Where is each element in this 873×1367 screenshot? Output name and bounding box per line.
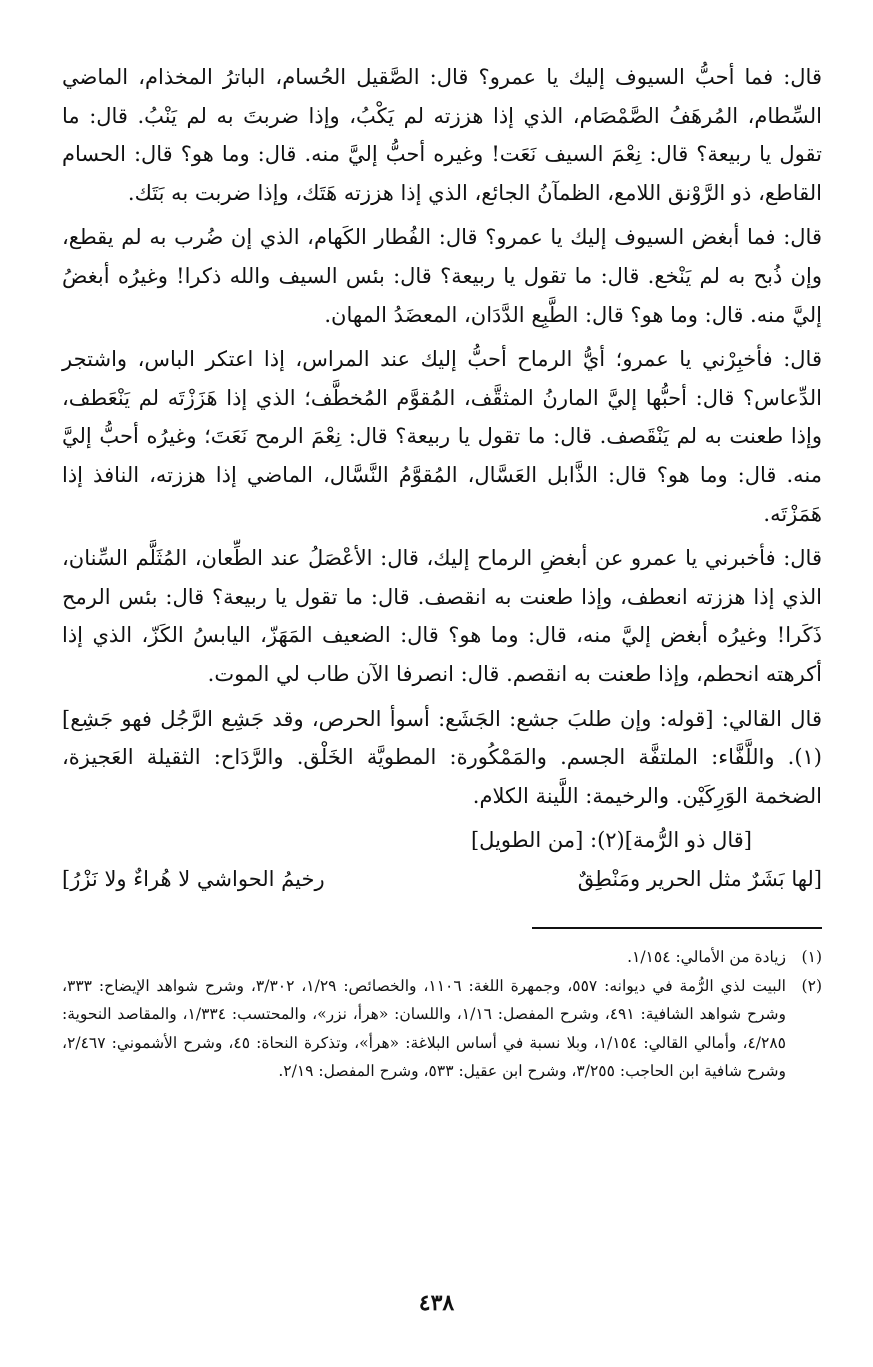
paragraph-worst-spears: قال: فأخبرني يا عمرو عن أبغضِ الرماح إليك، قال: الأعْصَلُ عند الطِّعان، المُثَلَّم السِّنان، الذي إذا هززته انعطف، وإذا طعنت به انقصف. قال: ما تقول يا ربيعة؟ قال: بئس الرمح ذَكَرا! وغيرُه أبغض إليَّ منه، قال: وما هو؟ قال: الضعيف المَهَزّ، اليابسُ الكَزّ، الذي إذا أكرهته انحطم، وإذا طعنت به انقصم. قال: انصرفا الآن طاب لي الموت. bbox=[62, 546, 822, 686]
paragraph-best-spears: قال: فأخبِرْني يا عمرو؛ أيُّ الرماح أحبُّ إليك عند المراس، إذا اعتكر الباس، واشتجر الدِّعاس؟ قال: أحبُّها إليَّ المارنُ المثقَّف، المُقوَّم المُخطَّف؛ الذي إذا هَزَزْتَه لم يَنْعَطف، وإذا طعنت به لم يَنْقَصف. قال: ما تقول يا ربيعة؟ قال: نِعْمَ الرمح نَعَتَ؛ وغيرُه أحبُّ إليَّ منه. قال: وما هو؟ قال: الذَّابل العَسَّال، المُقوَّمُ النَّسَّال، الماضي إذا هززته، النافذ إذا هَمَزْتَه. bbox=[62, 347, 822, 526]
footnote-text: زيادة من الأمالي: ١/١٥٤. bbox=[627, 948, 786, 967]
poem-hemistich-second: رخيمُ الحواشي لا هُراءٌ ولا نَزْرُ] bbox=[62, 867, 325, 892]
paragraph-worst-swords: قال: فما أبغض السيوف إليك يا عمرو؟ قال: الفُطار الكَهام، الذي إن ضُرب به لم يقطع، وإن ذُبح به لم يَنْخع. قال: ما تقول يا ربيعة؟ قال: بئس السيف والله ذكرا! وغيرُه أبغضُ إليَّ منه. قال: وما هو؟ قال: الطَّبِع الدَّدَان، المعضَدُ المهان. bbox=[62, 225, 822, 327]
footnote-separator bbox=[532, 927, 822, 929]
poem-hemistich-first: [لها بَشَرٌ مثل الحرير ومَنْطِقٌ bbox=[577, 867, 822, 892]
page-body bbox=[62, 58, 822, 1086]
paragraph-qali-commentary: قال القالي: [قوله: وإن طلبَ جشع: الجَشَع: أسوأ الحرص، وقد جَشِع الرَّجُل فهو جَشِع](١). واللَّفَّاء: الملتفَّة الجسم. والمَمْكُورة: المطويَّة الخَلْق. والرَّدَاح: الثقيلة العَجيزة، الضخمة الوَرِكَيْن. والرخيمة: اللَّينة الكلام. bbox=[62, 706, 822, 808]
footnote-number: (٢) bbox=[801, 976, 822, 995]
footnote-item bbox=[62, 972, 822, 1086]
footnote-item bbox=[62, 943, 822, 972]
poem-block bbox=[62, 821, 822, 899]
poem-intro: [قال ذو الرُّمة](٢): [من الطويل] bbox=[470, 828, 752, 853]
poem-verse bbox=[62, 859, 822, 899]
footnotes bbox=[62, 943, 822, 1086]
page-number: ٤٣٨ bbox=[418, 1290, 455, 1316]
footnote-number: (١) bbox=[801, 948, 822, 967]
footnote-text: البيت لذي الرُّمة في ديوانه: ٥٥٧، وجمهرة اللغة: ١١٠٦، والخصائص: ١/٢٩، ٣/٣٠٢، وشرح شواهد الإيضاح: ٣٣٣، وشرح شواهد الشافية: ٤٩١، وشرح المفصل: ١/١٦، واللسان: «هرأ، نزر»، والمحتسب: ١/٣٣٤، والمقاصد النحوية: ٤/٢٨٥، وأمالي القالي: ١/١٥٤، وبلا نسبة في أساس البلاغة: «هرأ»، وتذكرة النحاة: ٤٥، وشرح الأشموني: ٢/٤٦٧، وشرح شافية ابن الحاجب: ٣/٢٥٥، وشرح ابن عقيل: ٥٣٣، وشرح المفصل: ٢/١٩. bbox=[62, 976, 786, 1081]
paragraph-best-swords: قال: فما أحبُّ السيوف إليك يا عمرو؟ قال: الصَّقيل الحُسام، الباترُ المخذام، الماضي السِّطام، المُرهَفُ الصَّمْصَام، الذي إذا هززته لم يَكْبُ، وإذا ضربتَ به لم يَنْبُ. قال: ما تقول يا ربيعة؟ قال: نِعْمَ السيف نَعَت! وغيره أحبُّ إليَّ منه. قال: وما هو؟ قال: الحسام القاطع، ذو الرَّوْنق اللامع، الظمآنُ الجائع، الذي إذا هززته هَتَك، وإذا ضربت به بَتَك. bbox=[62, 65, 822, 205]
